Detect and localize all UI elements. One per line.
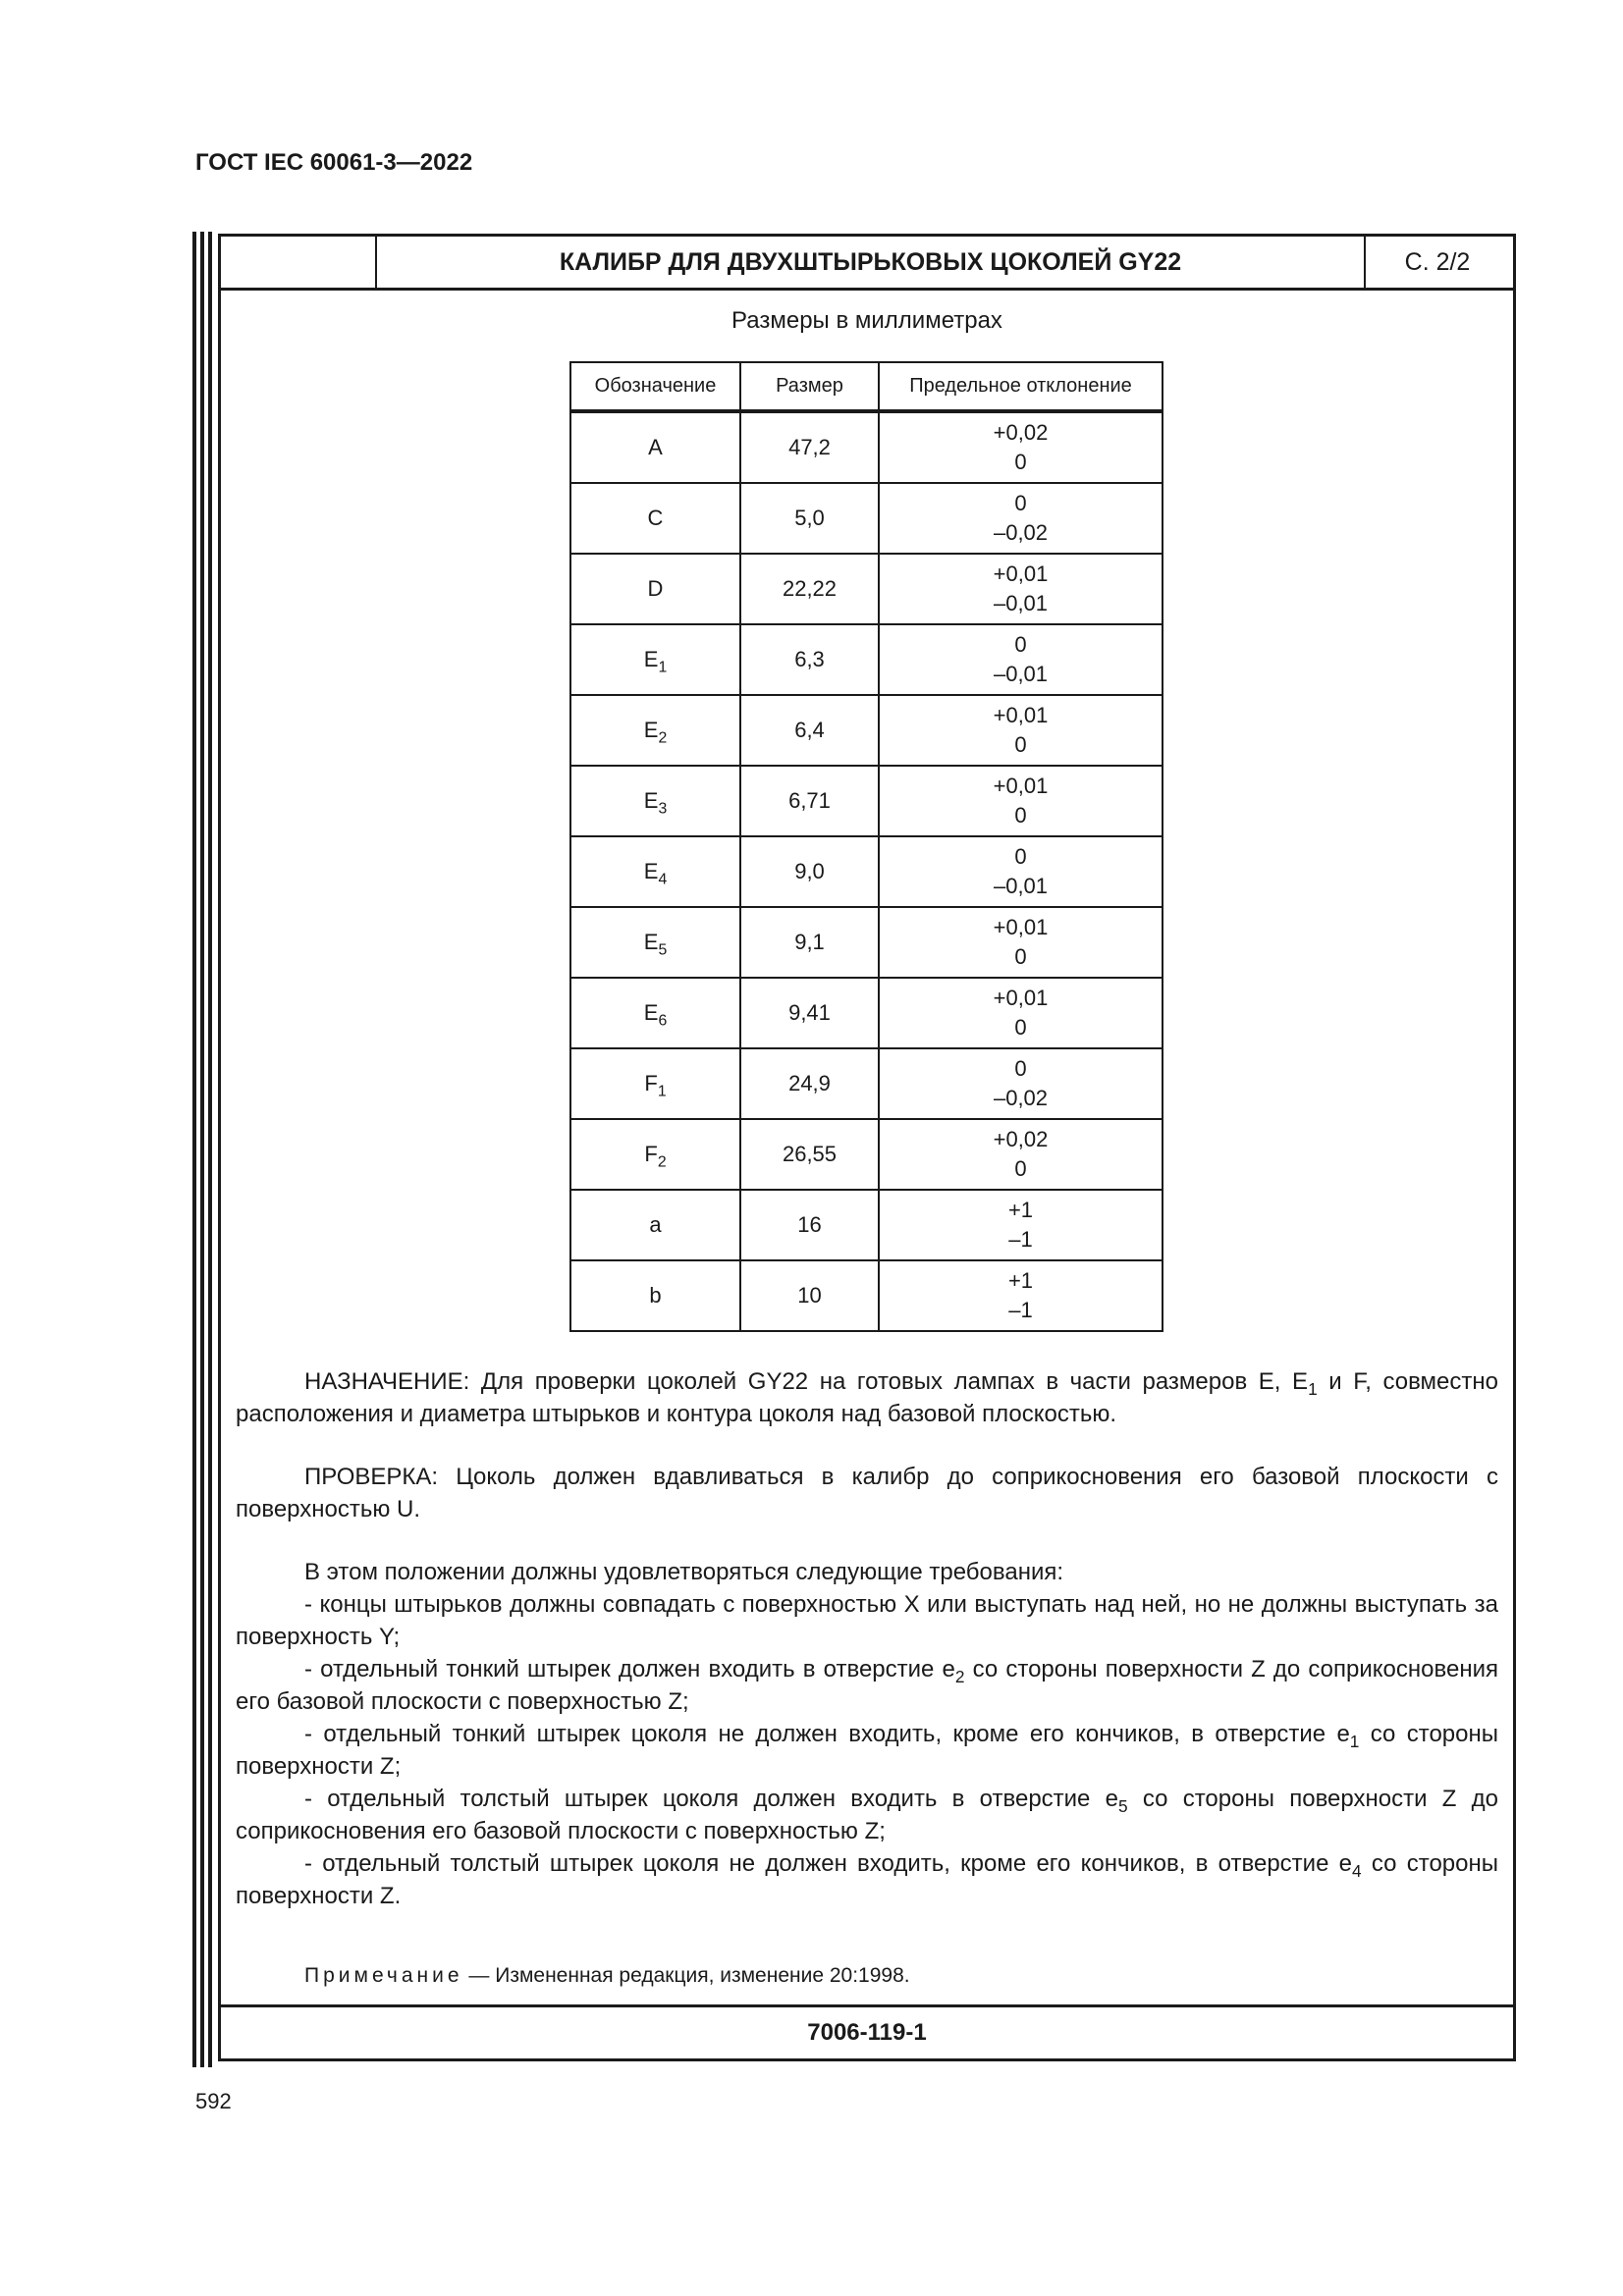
tolerance-upper: +0,01: [993, 703, 1049, 727]
purpose-subscript: 1: [1308, 1379, 1318, 1400]
requirement-item: - концы штырьков должны совпадать с поверхностью X или выступать над ней, но не должны выступать за поверхность Y;: [236, 1591, 1498, 1650]
tolerance-lower: 0: [1014, 1015, 1027, 1040]
page-number: 592: [195, 2089, 232, 2113]
tolerance-cell: [879, 907, 1163, 978]
designation-cell: [570, 978, 740, 1048]
requirement-text: со стороны поверхности Z до соприкосновения его базовой плоскости с поверхностью Z;: [236, 1656, 1498, 1715]
designation-cell: [570, 836, 740, 907]
designation-subscript: 2: [657, 1153, 667, 1171]
requirement-subscript: 1: [1349, 1732, 1360, 1752]
tolerance-upper: 0: [1014, 1056, 1027, 1081]
tolerance-lower: –0,02: [993, 1086, 1049, 1110]
designation-subscript: 6: [658, 1012, 668, 1030]
sheet-title: КАЛИБР ДЛЯ ДВУХШТЫРЬКОВЫХ ЦОКОЛЕЙ GY22: [377, 237, 1366, 288]
designation-cell: [570, 1048, 740, 1119]
tolerance-upper: +0,01: [993, 774, 1049, 798]
tolerance-upper: 0: [1014, 491, 1027, 515]
purpose-paragraph: [236, 1365, 1498, 1430]
tolerance-cell: [879, 624, 1163, 695]
designation-cell: [570, 766, 740, 836]
sheet-footer-code: 7006-119-1: [221, 2004, 1513, 2058]
tolerance-lower: –0,02: [993, 520, 1049, 545]
check-paragraph: [236, 1461, 1498, 1525]
note-text: — Измененная редакция, изменение 20:1998.: [462, 1964, 910, 1987]
margin-rule: [200, 232, 204, 2067]
requirement-text: со стороны поверхности Z до соприкосновения его базовой плоскости с поверхностью Z;: [236, 1786, 1498, 1844]
table-row: [570, 766, 1163, 836]
table-row: [570, 695, 1163, 766]
designation-cell: [570, 411, 740, 483]
designation-cell: [570, 695, 740, 766]
designation-cell: [570, 554, 740, 624]
check-text: ПРОВЕРКА: Цоколь должен вдавливаться в калибр до соприкосновения его базовой плоскости с поверхностью U.: [236, 1464, 1498, 1522]
margin-rule: [192, 232, 196, 2067]
requirements-intro: В этом положении должны удовлетворяться следующие требования:: [304, 1559, 1064, 1585]
column-header-size: Размер: [740, 362, 879, 411]
designation-symbol: F: [644, 1142, 658, 1166]
size-cell: 22,22: [740, 554, 879, 624]
note: [236, 1959, 1498, 1992]
table-row: [570, 1119, 1163, 1190]
designation-cell: [570, 907, 740, 978]
tolerance-upper: +1: [1007, 1268, 1034, 1293]
tolerance-cell: [879, 766, 1163, 836]
requirement-item: [236, 1718, 1498, 1783]
requirement-item: [236, 1847, 1498, 1912]
sheet-header: [221, 237, 1513, 291]
tolerance-cell: [879, 483, 1163, 554]
units-caption: Размеры в миллиметрах: [731, 307, 1002, 334]
sheet-frame: [218, 234, 1516, 2061]
tolerance-upper: +0,01: [993, 561, 1049, 586]
requirement-text: - отдельный толстый штырек цоколя должен входить в отверстие e: [304, 1786, 1118, 1812]
table-row: [570, 411, 1163, 483]
table-body: [570, 411, 1163, 1331]
designation-symbol: F: [644, 1071, 658, 1095]
designation-symbol: b: [649, 1283, 662, 1308]
tolerance-lower: 0: [1014, 944, 1027, 969]
purpose-text-end: и F, совместно расположения и диаметра штырьков и контура цоколя над базовой плоскостью.: [236, 1368, 1499, 1427]
tolerance-lower: –0,01: [993, 874, 1049, 898]
size-cell: 9,1: [740, 907, 879, 978]
designation-cell: [570, 624, 740, 695]
size-cell: 6,71: [740, 766, 879, 836]
designation-symbol: E: [643, 859, 659, 883]
tolerance-lower: 0: [1014, 732, 1027, 757]
margin-rule: [208, 232, 212, 2067]
requirement-item: [236, 1783, 1498, 1847]
requirement-text: - отдельный тонкий штырек цоколя не должен входить, кроме его кончиков, в отверстие e: [304, 1721, 1350, 1747]
tolerance-lower: –0,01: [993, 591, 1049, 615]
purpose-text-start: НАЗНАЧЕНИЕ: Для проверки цоколей GY22 на готовых лампах в части размеров E, E: [304, 1368, 1309, 1395]
table-row: [570, 1048, 1163, 1119]
table-row: [570, 554, 1163, 624]
requirements-block: [236, 1556, 1498, 1912]
column-header-tolerance: Предельное отклонение: [879, 362, 1163, 411]
tolerance-cell: [879, 836, 1163, 907]
table-row: [570, 978, 1163, 1048]
size-cell: 9,41: [740, 978, 879, 1048]
designation-symbol: E: [643, 930, 659, 954]
tolerance-upper: +0,02: [993, 420, 1049, 445]
designation-symbol: E: [643, 647, 659, 671]
designation-symbol: D: [647, 576, 664, 601]
tolerance-cell: [879, 1190, 1163, 1260]
size-cell: 10: [740, 1260, 879, 1331]
size-cell: 6,3: [740, 624, 879, 695]
requirement-subscript: 5: [1118, 1796, 1128, 1817]
requirement-text: со стороны поверхности Z;: [236, 1721, 1498, 1780]
size-cell: 26,55: [740, 1119, 879, 1190]
dimensions-table: [569, 361, 1163, 1332]
document-code: ГОСТ IEC 60061-3—2022: [195, 149, 473, 176]
tolerance-cell: [879, 411, 1163, 483]
designation-subscript: 1: [658, 659, 668, 676]
tolerance-upper: +0,02: [993, 1127, 1049, 1151]
requirement-text: - отдельный толстый штырек цоколя не должен входить, кроме его кончиков, в отверстие e: [304, 1850, 1353, 1877]
table-row: [570, 836, 1163, 907]
tolerance-lower: –0,01: [993, 662, 1049, 686]
note-label: Примечание: [304, 1964, 463, 1987]
sheet-reference: С. 2/2: [1404, 248, 1471, 276]
tolerance-upper: +0,01: [993, 986, 1049, 1010]
tolerance-upper: +1: [1007, 1198, 1034, 1222]
tolerance-cell: [879, 1119, 1163, 1190]
tolerance-upper: 0: [1014, 632, 1027, 657]
size-cell: 9,0: [740, 836, 879, 907]
table-row: [570, 624, 1163, 695]
tolerance-lower: 0: [1014, 803, 1027, 828]
designation-cell: [570, 1119, 740, 1190]
table-header-row: [570, 362, 1163, 411]
column-header-designation: Обозначение: [570, 362, 740, 411]
designation-subscript: 5: [658, 941, 668, 959]
table-row: [570, 483, 1163, 554]
table-row: [570, 1190, 1163, 1260]
designation-cell: [570, 1260, 740, 1331]
designation-subscript: 3: [658, 800, 668, 818]
size-cell: 5,0: [740, 483, 879, 554]
tolerance-upper: +0,01: [993, 915, 1049, 939]
header-empty-cell: [221, 237, 377, 288]
designation-subscript: 1: [657, 1083, 667, 1100]
tolerance-lower: –1: [1008, 1227, 1033, 1252]
designation-subscript: 4: [658, 871, 668, 888]
designation-symbol: A: [648, 435, 663, 459]
designation-symbol: E: [643, 718, 659, 742]
tolerance-cell: [879, 1260, 1163, 1331]
tolerance-upper: 0: [1014, 844, 1027, 869]
requirement-subscript: 4: [1352, 1861, 1362, 1882]
designation-symbol: a: [649, 1212, 662, 1237]
tolerance-lower: 0: [1014, 450, 1027, 474]
tolerance-lower: 0: [1014, 1156, 1027, 1181]
tolerance-cell: [879, 695, 1163, 766]
size-cell: 24,9: [740, 1048, 879, 1119]
designation-cell: [570, 1190, 740, 1260]
tolerance-cell: [879, 978, 1163, 1048]
size-cell: 16: [740, 1190, 879, 1260]
requirement-text: со стороны поверхности Z.: [236, 1850, 1498, 1909]
requirement-subscript: 2: [954, 1667, 965, 1687]
designation-subscript: 2: [658, 729, 668, 747]
designation-symbol: E: [643, 788, 659, 813]
designation-symbol: E: [643, 1000, 659, 1025]
size-cell: 6,4: [740, 695, 879, 766]
tolerance-lower: –1: [1008, 1298, 1033, 1322]
designation-symbol: C: [647, 506, 664, 530]
designation-cell: [570, 483, 740, 554]
tolerance-cell: [879, 1048, 1163, 1119]
table-row: [570, 1260, 1163, 1331]
table-row: [570, 907, 1163, 978]
tolerance-cell: [879, 554, 1163, 624]
size-cell: 47,2: [740, 411, 879, 483]
requirement-item: [236, 1653, 1498, 1718]
requirement-text: - отдельный тонкий штырек должен входить в отверстие e: [304, 1656, 955, 1682]
